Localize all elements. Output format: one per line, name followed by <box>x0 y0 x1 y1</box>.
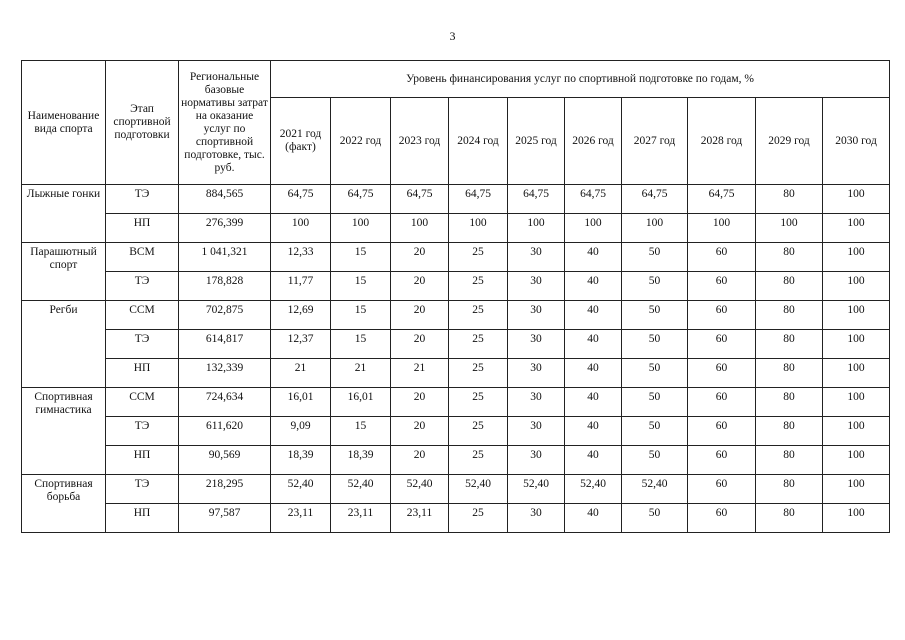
stage-cell: ССМ <box>106 388 179 417</box>
header-year: 2025 год <box>508 98 565 185</box>
funding-value-cell: 25 <box>449 330 508 359</box>
funding-value-cell: 64,75 <box>565 185 622 214</box>
funding-value-cell: 30 <box>508 243 565 272</box>
funding-value-cell: 40 <box>565 446 622 475</box>
funding-value-cell: 25 <box>449 243 508 272</box>
norm-cell: 724,634 <box>179 388 271 417</box>
funding-table <box>21 60 890 533</box>
sport-name: Регби <box>22 301 106 388</box>
funding-value-cell: 100 <box>823 214 890 243</box>
table-row <box>22 504 890 533</box>
funding-value-cell: 15 <box>331 301 391 330</box>
funding-value-cell: 15 <box>331 417 391 446</box>
funding-value-cell: 60 <box>688 446 756 475</box>
funding-value-cell: 60 <box>688 301 756 330</box>
funding-value-cell: 30 <box>508 272 565 301</box>
table-row <box>22 330 890 359</box>
funding-value-cell: 64,75 <box>271 185 331 214</box>
header-year: 2027 год <box>622 98 688 185</box>
funding-value-cell: 21 <box>391 359 449 388</box>
funding-value-cell: 64,75 <box>508 185 565 214</box>
stage-cell: ТЭ <box>106 272 179 301</box>
funding-value-cell: 100 <box>823 504 890 533</box>
sport-name: Спортивная борьба <box>22 475 106 533</box>
funding-value-cell: 18,39 <box>331 446 391 475</box>
funding-value-cell: 21 <box>331 359 391 388</box>
header-norm: Региональные базовые нормативы затрат на оказание услуг по спортивной подготовке, тыс. руб. <box>179 61 271 185</box>
funding-value-cell: 80 <box>756 243 823 272</box>
funding-value-cell: 80 <box>756 185 823 214</box>
funding-value-cell: 30 <box>508 388 565 417</box>
funding-value-cell: 40 <box>565 243 622 272</box>
funding-value-cell: 60 <box>688 417 756 446</box>
funding-value-cell: 100 <box>823 417 890 446</box>
funding-value-cell: 100 <box>823 243 890 272</box>
table-row <box>22 388 890 417</box>
norm-cell: 178,828 <box>179 272 271 301</box>
funding-value-cell: 60 <box>688 243 756 272</box>
funding-value-cell: 15 <box>331 272 391 301</box>
funding-value-cell: 100 <box>823 272 890 301</box>
table-row <box>22 475 890 504</box>
norm-cell: 218,295 <box>179 475 271 504</box>
norm-cell: 611,620 <box>179 417 271 446</box>
header-year: 2022 год <box>331 98 391 185</box>
funding-value-cell: 23,11 <box>391 504 449 533</box>
funding-value-cell: 20 <box>391 272 449 301</box>
funding-value-cell: 12,33 <box>271 243 331 272</box>
funding-value-cell: 50 <box>622 388 688 417</box>
funding-value-cell: 80 <box>756 446 823 475</box>
funding-value-cell: 15 <box>331 243 391 272</box>
norm-cell: 702,875 <box>179 301 271 330</box>
page-number: 3 <box>449 29 456 43</box>
funding-value-cell: 25 <box>449 359 508 388</box>
norm-cell: 1 041,321 <box>179 243 271 272</box>
funding-value-cell: 100 <box>823 388 890 417</box>
funding-value-cell: 100 <box>391 214 449 243</box>
funding-value-cell: 80 <box>756 301 823 330</box>
funding-value-cell: 25 <box>449 446 508 475</box>
funding-value-cell: 64,75 <box>688 185 756 214</box>
header-year: 2028 год <box>688 98 756 185</box>
stage-cell: ТЭ <box>106 417 179 446</box>
funding-value-cell: 50 <box>622 330 688 359</box>
funding-value-cell: 40 <box>565 359 622 388</box>
norm-cell: 97,587 <box>179 504 271 533</box>
funding-value-cell: 20 <box>391 417 449 446</box>
funding-value-cell: 52,40 <box>391 475 449 504</box>
funding-value-cell: 50 <box>622 417 688 446</box>
table-row <box>22 185 890 214</box>
funding-value-cell: 60 <box>688 388 756 417</box>
funding-value-cell: 100 <box>508 214 565 243</box>
norm-cell: 614,817 <box>179 330 271 359</box>
funding-value-cell: 100 <box>823 301 890 330</box>
funding-value-cell: 25 <box>449 301 508 330</box>
funding-value-cell: 52,40 <box>331 475 391 504</box>
funding-value-cell: 52,40 <box>449 475 508 504</box>
table-row <box>22 214 890 243</box>
funding-value-cell: 60 <box>688 272 756 301</box>
funding-value-cell: 50 <box>622 359 688 388</box>
funding-value-cell: 50 <box>622 446 688 475</box>
table-row <box>22 417 890 446</box>
funding-value-cell: 100 <box>271 214 331 243</box>
header-year: 2021 год (факт) <box>271 98 331 185</box>
funding-value-cell: 100 <box>688 214 756 243</box>
funding-value-cell: 16,01 <box>271 388 331 417</box>
funding-value-cell: 18,39 <box>271 446 331 475</box>
funding-value-cell: 64,75 <box>449 185 508 214</box>
funding-value-cell: 23,11 <box>331 504 391 533</box>
funding-value-cell: 80 <box>756 388 823 417</box>
funding-value-cell: 52,40 <box>565 475 622 504</box>
norm-cell: 90,569 <box>179 446 271 475</box>
table-row <box>22 272 890 301</box>
funding-value-cell: 60 <box>688 359 756 388</box>
funding-value-cell: 30 <box>508 446 565 475</box>
funding-value-cell: 21 <box>271 359 331 388</box>
funding-value-cell: 23,11 <box>271 504 331 533</box>
stage-cell: НП <box>106 214 179 243</box>
funding-value-cell: 20 <box>391 330 449 359</box>
funding-value-cell: 12,69 <box>271 301 331 330</box>
sport-name: Лыжные гонки <box>22 185 106 243</box>
funding-value-cell: 52,40 <box>508 475 565 504</box>
funding-value-cell: 100 <box>823 446 890 475</box>
stage-cell: ТЭ <box>106 330 179 359</box>
sport-name: Спортивная гимнастика <box>22 388 106 475</box>
funding-value-cell: 50 <box>622 243 688 272</box>
funding-value-cell: 30 <box>508 417 565 446</box>
sport-name: Парашютный спорт <box>22 243 106 301</box>
funding-value-cell: 20 <box>391 301 449 330</box>
table-row <box>22 301 890 330</box>
stage-cell: ВСМ <box>106 243 179 272</box>
funding-value-cell: 100 <box>823 185 890 214</box>
funding-value-cell: 25 <box>449 417 508 446</box>
funding-value-cell: 64,75 <box>391 185 449 214</box>
stage-cell: НП <box>106 504 179 533</box>
table-row <box>22 446 890 475</box>
funding-value-cell: 52,40 <box>622 475 688 504</box>
funding-value-cell: 25 <box>449 272 508 301</box>
stage-cell: ССМ <box>106 301 179 330</box>
table-row <box>22 359 890 388</box>
funding-value-cell: 9,09 <box>271 417 331 446</box>
header-year: 2029 год <box>756 98 823 185</box>
funding-value-cell: 16,01 <box>331 388 391 417</box>
funding-value-cell: 30 <box>508 301 565 330</box>
funding-value-cell: 50 <box>622 504 688 533</box>
funding-value-cell: 100 <box>622 214 688 243</box>
funding-value-cell: 30 <box>508 359 565 388</box>
funding-value-cell: 100 <box>823 475 890 504</box>
header-year: 2023 год <box>391 98 449 185</box>
funding-value-cell: 40 <box>565 417 622 446</box>
norm-cell: 884,565 <box>179 185 271 214</box>
funding-value-cell: 100 <box>331 214 391 243</box>
header-row <box>22 61 890 98</box>
header-sport: Наименование вида спорта <box>22 61 106 185</box>
funding-value-cell: 30 <box>508 504 565 533</box>
header-year: 2026 год <box>565 98 622 185</box>
funding-value-cell: 40 <box>565 388 622 417</box>
funding-value-cell: 100 <box>823 330 890 359</box>
funding-value-cell: 25 <box>449 388 508 417</box>
funding-value-cell: 25 <box>449 504 508 533</box>
funding-value-cell: 50 <box>622 301 688 330</box>
funding-value-cell: 100 <box>823 359 890 388</box>
funding-value-cell: 12,37 <box>271 330 331 359</box>
funding-value-cell: 30 <box>508 330 565 359</box>
funding-value-cell: 40 <box>565 330 622 359</box>
funding-value-cell: 20 <box>391 446 449 475</box>
funding-value-cell: 50 <box>622 272 688 301</box>
funding-value-cell: 64,75 <box>622 185 688 214</box>
funding-value-cell: 80 <box>756 330 823 359</box>
funding-value-cell: 80 <box>756 475 823 504</box>
funding-value-cell: 52,40 <box>271 475 331 504</box>
funding-value-cell: 40 <box>565 504 622 533</box>
funding-value-cell: 80 <box>756 504 823 533</box>
funding-value-cell: 11,77 <box>271 272 331 301</box>
funding-value-cell: 64,75 <box>331 185 391 214</box>
funding-value-cell: 80 <box>756 272 823 301</box>
funding-value-cell: 100 <box>565 214 622 243</box>
header-funding-level: Уровень финансирования услуг по спортивной подготовке по годам, % <box>271 61 890 98</box>
norm-cell: 276,399 <box>179 214 271 243</box>
funding-value-cell: 60 <box>688 475 756 504</box>
header-year: 2030 год <box>823 98 890 185</box>
funding-value-cell: 40 <box>565 272 622 301</box>
funding-value-cell: 20 <box>391 388 449 417</box>
funding-value-cell: 40 <box>565 301 622 330</box>
funding-value-cell: 60 <box>688 330 756 359</box>
stage-cell: НП <box>106 359 179 388</box>
stage-cell: НП <box>106 446 179 475</box>
funding-value-cell: 80 <box>756 359 823 388</box>
norm-cell: 132,339 <box>179 359 271 388</box>
header-year: 2024 год <box>449 98 508 185</box>
header-stage: Этап спортивной подготовки <box>106 61 179 185</box>
table-row <box>22 243 890 272</box>
funding-value-cell: 20 <box>391 243 449 272</box>
stage-cell: ТЭ <box>106 185 179 214</box>
funding-value-cell: 80 <box>756 417 823 446</box>
funding-value-cell: 100 <box>449 214 508 243</box>
funding-value-cell: 60 <box>688 504 756 533</box>
funding-value-cell: 100 <box>756 214 823 243</box>
funding-value-cell: 15 <box>331 330 391 359</box>
stage-cell: ТЭ <box>106 475 179 504</box>
table-body <box>22 185 890 533</box>
